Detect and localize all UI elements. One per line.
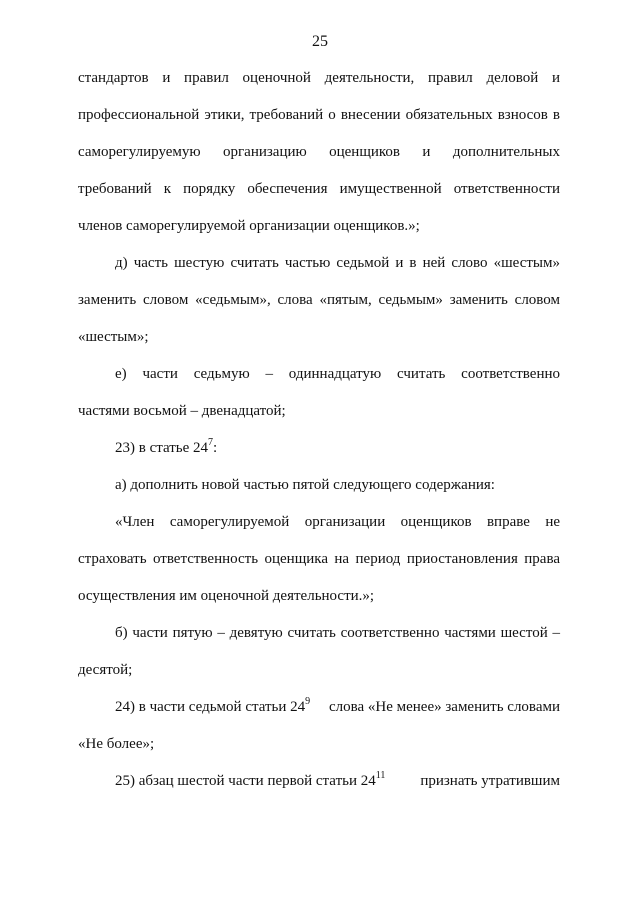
page-number: 25: [312, 33, 328, 50]
text-line: осуществления им оценочной деятельности.»;: [78, 588, 375, 604]
text-line: десятой;: [78, 662, 133, 678]
text-fragment: :: [213, 440, 218, 456]
text-line: саморегулируемую организацию оценщиков и дополнительных: [78, 144, 560, 160]
text-line: [115, 438, 560, 458]
text-line: а) дополнить новой частью пятой следующего содержания:: [115, 477, 495, 493]
text-line: частями восьмой – двенадцатой;: [78, 403, 286, 419]
text-fragment: 23) в статье 24: [115, 440, 209, 456]
superscript: 11: [375, 770, 386, 781]
text-fragment: 25) абзац шестой части первой статьи 24: [115, 773, 376, 789]
text-line: е) части седьмую – одиннадцатую считать соответственно: [115, 366, 560, 382]
superscript: 7: [208, 437, 214, 448]
text-fragment: слова «Не менее» заменить словами: [328, 699, 560, 715]
text-line: требований к порядку обеспечения имущественной ответственности: [78, 181, 560, 197]
superscript: 9: [305, 696, 311, 707]
text-line: [115, 771, 560, 791]
text-line: д) часть шестую считать частью седьмой и в ней слово «шестым»: [115, 255, 560, 271]
text-line: членов саморегулируемой организации оценщиков.»;: [78, 218, 420, 234]
text-line: «шестым»;: [78, 329, 149, 345]
text-line: «Не более»;: [78, 736, 155, 752]
text-fragment: [115, 697, 310, 717]
text-line: страховать ответственность оценщика на период приостановления права: [78, 551, 560, 567]
text-fragment: признать утратившим: [420, 773, 560, 789]
text-line: «Член саморегулируемой организации оценщиков вправе не: [115, 514, 560, 530]
text-line: стандартов и правил оценочной деятельности, правил деловой и: [78, 70, 560, 86]
text-line: б) части пятую – девятую считать соответственно частями шестой –: [115, 625, 560, 641]
text-fragment: 24) в части седьмой статьи 24: [115, 699, 306, 715]
text-line: профессиональной этики, требований о внесении обязательных взносов в: [78, 107, 560, 123]
text-line: [115, 697, 560, 717]
text-line: заменить словом «седьмым», слова «пятым, седьмым» заменить словом: [78, 292, 560, 308]
text-fragment: [115, 771, 385, 791]
